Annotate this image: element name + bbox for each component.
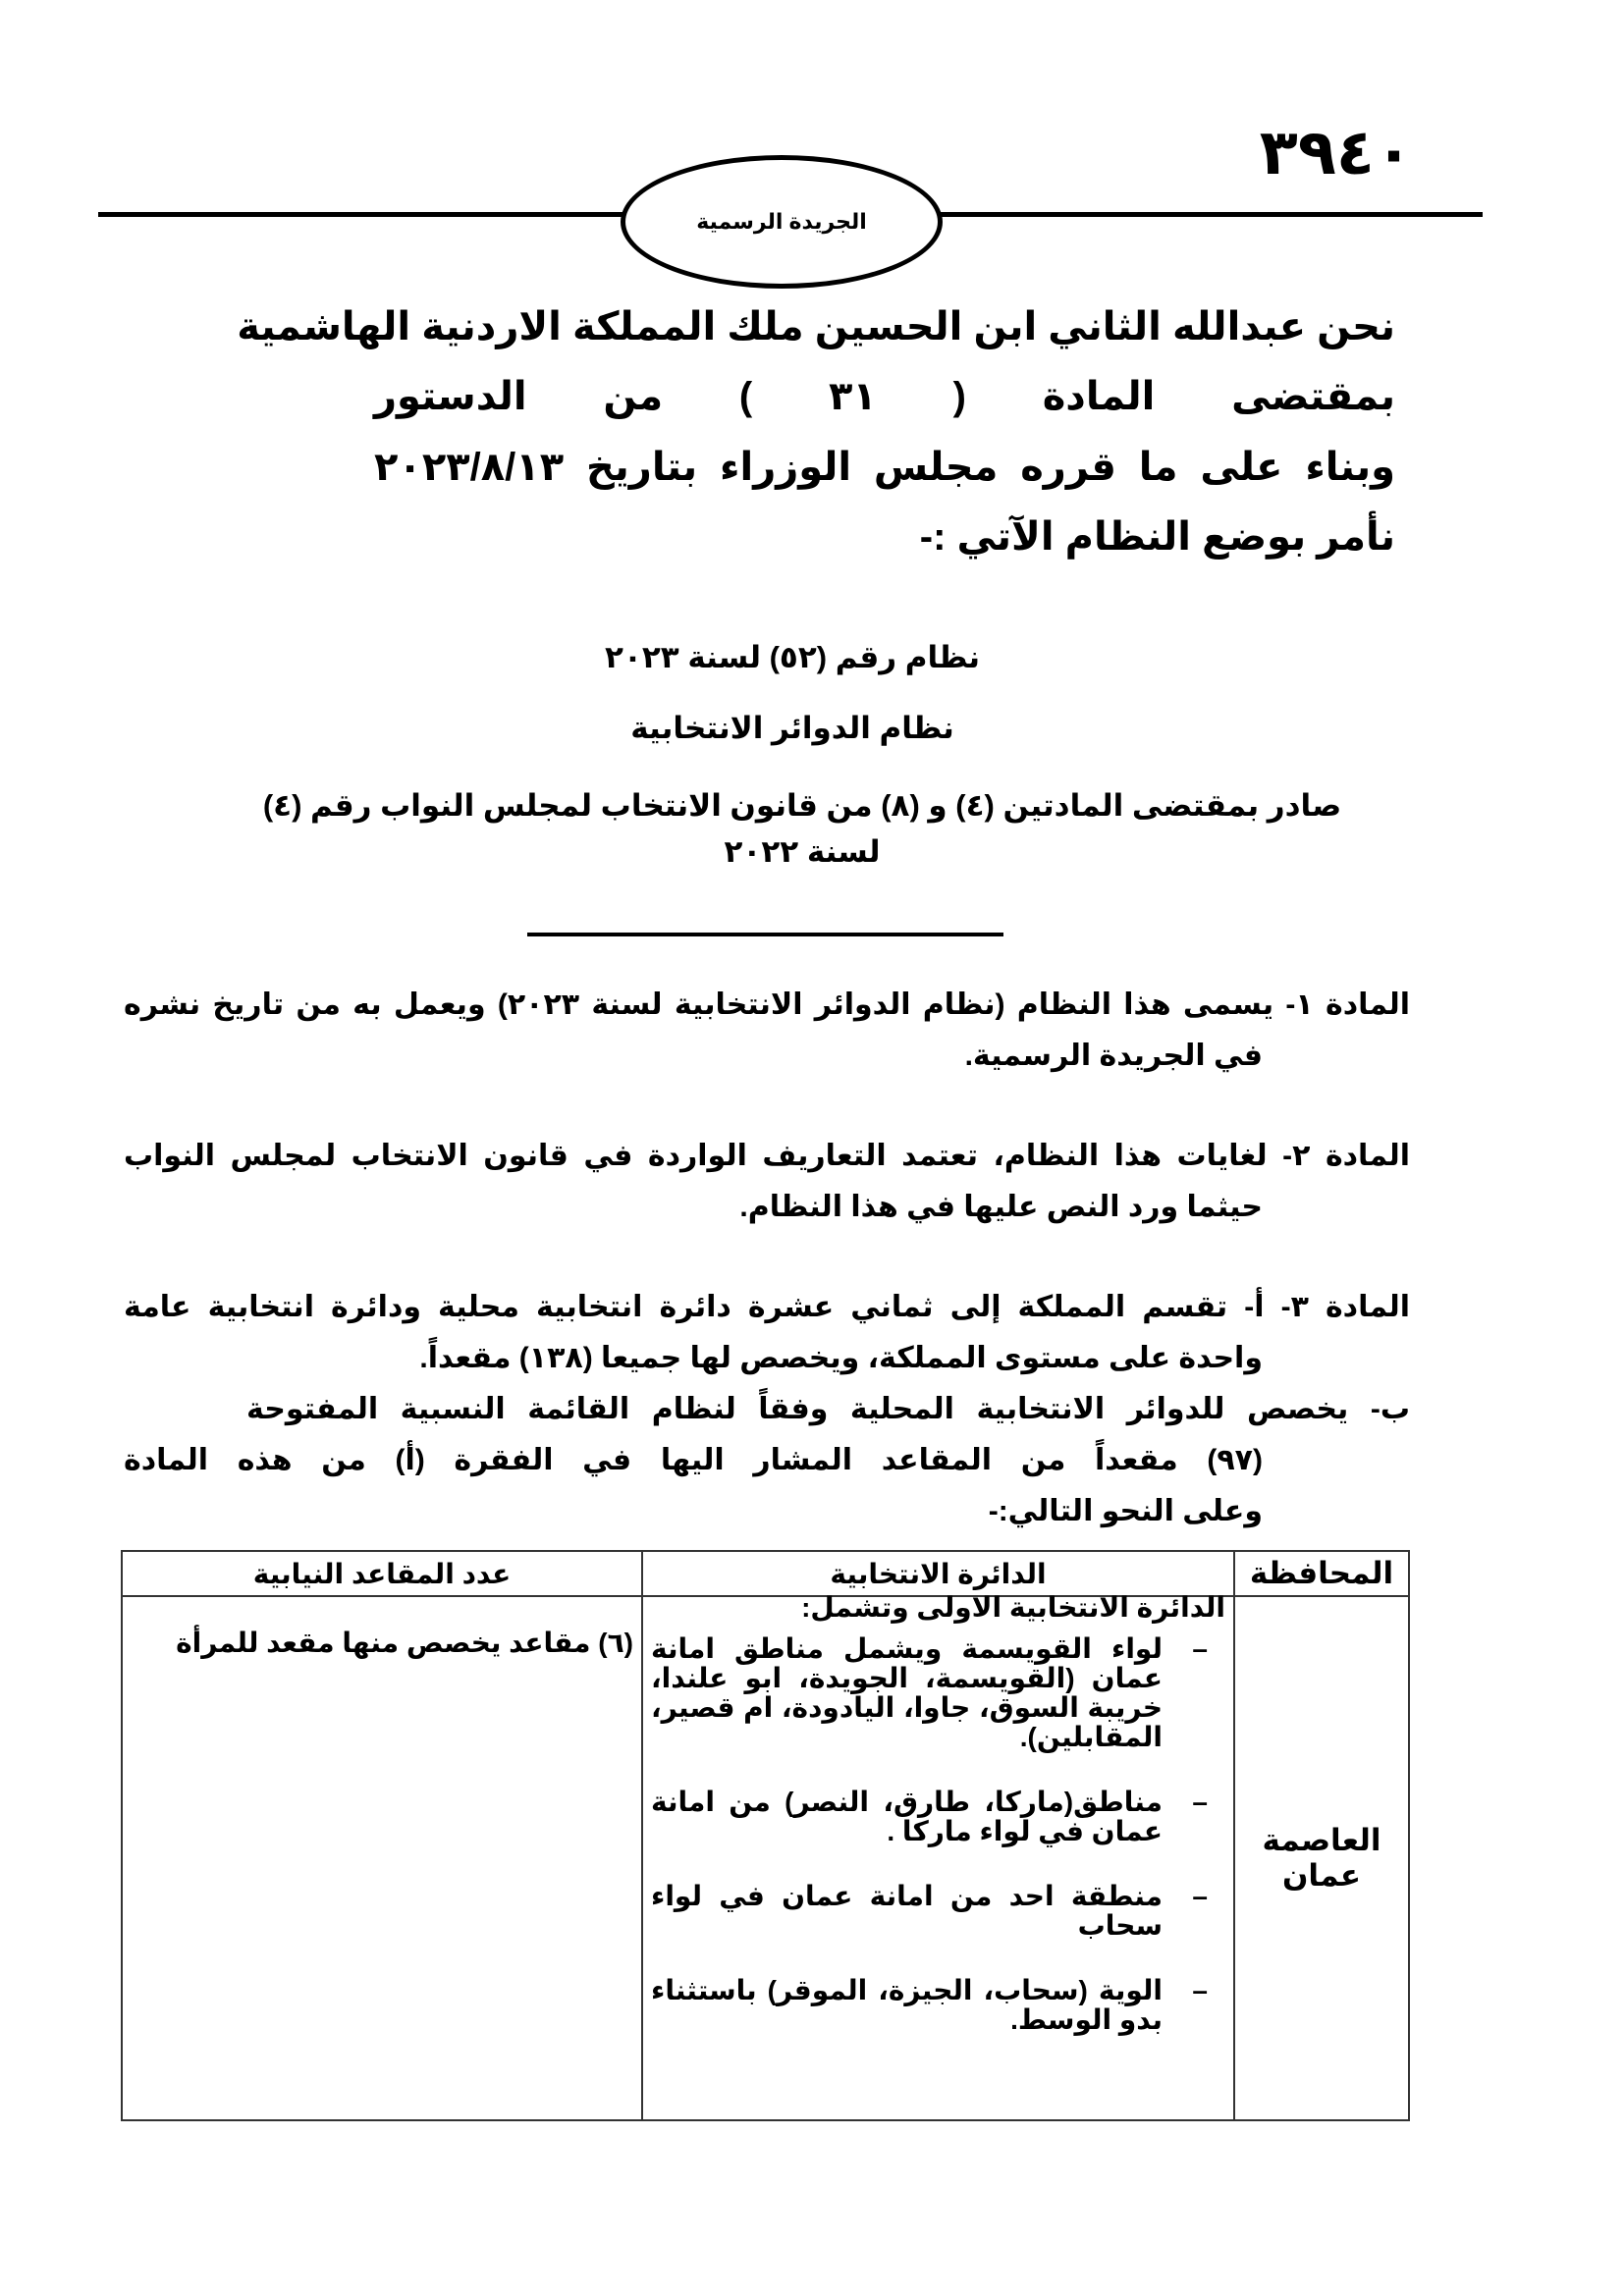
district-cell — [642, 1592, 1234, 2120]
preamble-line: نحن عبدالله الثاني ابن الحسين ملك المملكة الاردنية الهاشمية — [237, 305, 1395, 348]
article-text: المادة ٣- أ- تقسم المملكة إلى ثماني عشرة دائرة انتخابية محلية ودائرة انتخابية عامة — [124, 1291, 1410, 1323]
regulation-number: نظام رقم (٥٢) لسنة ٢٠٢٣ — [605, 640, 980, 674]
district-list — [651, 1634, 1225, 2035]
article-text: حيثما ورد النص عليها في هذا النظام. — [739, 1191, 1263, 1223]
header-governorate: المحافظة — [1234, 1551, 1409, 1596]
preamble-line: بمقتضى المادة ( ٣١ ) من الدستور — [374, 375, 1395, 418]
list-item: – منطقة احد من امانة عمان في لواء سحاب — [651, 1881, 1208, 1941]
header-seats: عدد المقاعد النيابية — [122, 1551, 642, 1596]
list-item: – مناطق(ماركا، طارق، النصر) من امانة عمان في لواء ماركا . — [651, 1787, 1208, 1846]
article-text: وعلى النحو التالي:- — [988, 1495, 1263, 1527]
preamble-line: نأمر بوضع النظام الآتي :- — [919, 515, 1395, 559]
issued-year: لسنة ٢٠٢٢ — [724, 834, 881, 869]
gazette-label: الجريدة الرسمية — [696, 209, 867, 234]
article-text: المادة ٢- لغايات هذا النظام، تعتمد التعاريف الواردة في قانون الانتخاب لمجلس النواب — [124, 1140, 1410, 1172]
district-title: الدائرة الانتخابية الاولى وتشمل: — [801, 1592, 1225, 1623]
article-text: (٩٧) مقعداً من المقاعد المشار اليها في الفقرة (أ) من هذه المادة — [124, 1444, 1263, 1476]
issued-under: صادر بمقتضى المادتين (٤) و (٨) من قانون الانتخاب لمجلس النواب رقم (٤) — [262, 788, 1342, 823]
page-number: ٣٩٤٠ — [1259, 117, 1413, 187]
preamble-line: وبناء على ما قرره مجلس الوزراء بتاريخ ٢٠٢٣/٨/١٣ — [374, 446, 1395, 489]
header-district: الدائرة الانتخابية — [642, 1551, 1234, 1596]
districts-table — [121, 1550, 1410, 2121]
title-separator — [527, 933, 1003, 936]
regulation-name: نظام الدوائر الانتخابية — [630, 711, 954, 745]
list-item: – لواء القويسمة ويشمل مناطق امانة عمان (القويسمة، الجويدة، ابو علندا، خريبة السوق، جاوا، اليادودة، ام قصير، المقابلين). — [651, 1633, 1208, 1752]
table-row — [122, 1596, 1409, 2120]
article-text: في الجريدة الرسمية. — [964, 1040, 1263, 1072]
article-text: واحدة على مستوى المملكة، ويخصص لها جميعا (١٣٨) مقعداً. — [419, 1342, 1263, 1374]
table-header-row — [122, 1551, 1409, 1596]
article-text: المادة ١- يسمى هذا النظام (نظام الدوائر الانتخابية لسنة ٢٠٢٣) ويعمل به من تاريخ نشره — [124, 988, 1411, 1021]
article-1 — [124, 980, 1410, 1082]
article-text: ب- يخصص للدوائر الانتخابية المحلية وفقاً لنظام القائمة النسبية المفتوحة — [246, 1393, 1410, 1425]
gazette-seal — [621, 155, 943, 289]
list-item: – الوية (سحاب، الجيزة، الموقر) باستثناء بدو الوسط. — [651, 1975, 1208, 2035]
article-2 — [124, 1131, 1410, 1233]
seats-cell: (٦) مقاعد يخصص منها مقعد للمرأة — [122, 1596, 642, 2120]
governorate-cell: العاصمة عمان — [1234, 1596, 1409, 2120]
article-3 — [124, 1282, 1410, 1537]
